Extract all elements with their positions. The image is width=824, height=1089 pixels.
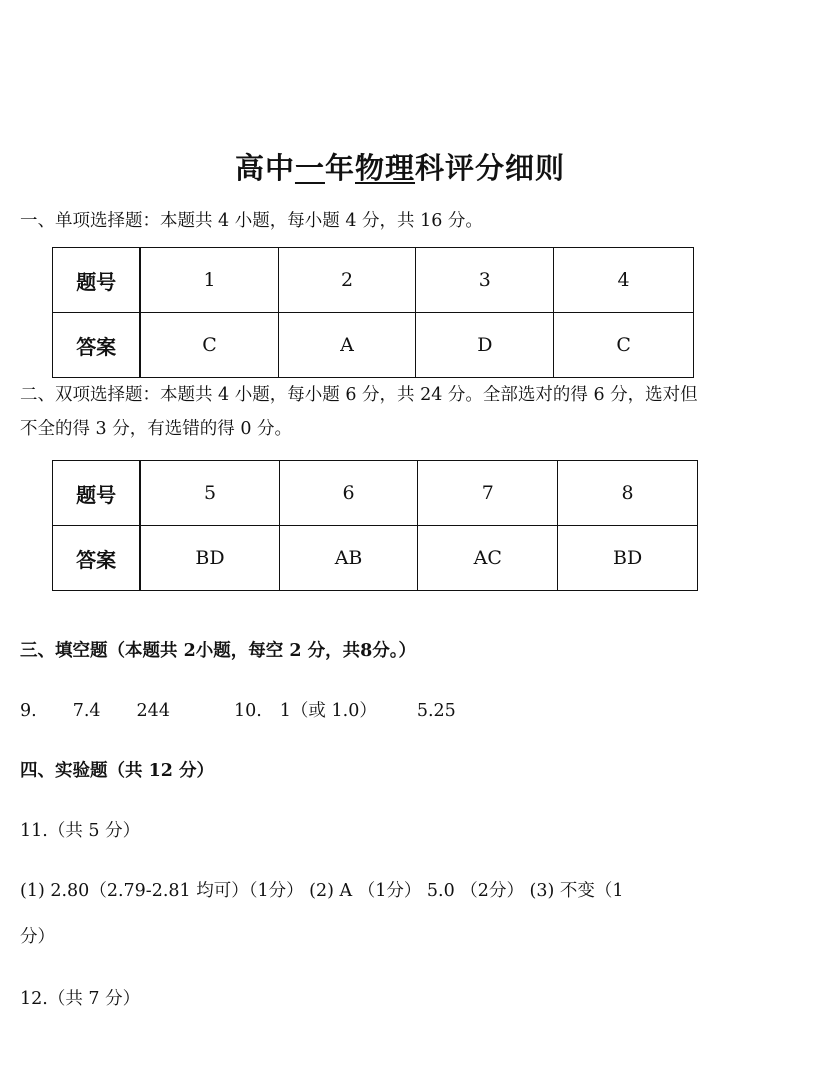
section1-heading: 一、单项选择题：本题共 4 小题，每小题 4 分，共 16 分。 xyxy=(20,211,483,231)
q12-heading: 12.（共 7 分） xyxy=(20,989,141,1009)
q9-answer-2: 244 xyxy=(136,701,170,721)
answer-value: D xyxy=(416,313,554,378)
section2-heading-line1: 二、双项选择题：本题共 4 小题，每小题 6 分，共 24 分。全部选对的得 6 分，选对但 xyxy=(20,385,698,405)
answer-table-2 xyxy=(52,460,698,591)
q9-answer-1: 7.4 xyxy=(72,701,101,721)
title-part: 年 xyxy=(324,151,355,185)
section3-heading: 三、填空题（本题共 2小题，每空 2 分，共8分。） xyxy=(20,641,417,661)
q10-answer-1: 1（或 1.0） xyxy=(279,701,377,721)
table-row xyxy=(53,313,694,378)
answer-value: A xyxy=(278,313,416,378)
question-number: 1 xyxy=(140,248,278,313)
title-underlined-part: 一 xyxy=(294,151,325,185)
answer-value: BD xyxy=(140,526,279,591)
title-part: 科评分细则 xyxy=(415,151,566,185)
answer-value: AC xyxy=(418,526,558,591)
question-number: 7 xyxy=(418,461,558,526)
answer-value: AB xyxy=(279,526,418,591)
answer-value: C xyxy=(140,313,278,378)
question-number: 4 xyxy=(554,248,694,313)
title-underlined-part: 物理 xyxy=(355,151,416,185)
q11-answer-line2: 分） xyxy=(20,927,55,947)
q9-number: 9. xyxy=(20,701,37,721)
q10-answer-2: 5.25 xyxy=(416,701,456,721)
question-number: 6 xyxy=(279,461,418,526)
section2-heading-line2: 不全的得 3 分，有选错的得 0 分。 xyxy=(20,419,293,439)
question-number: 8 xyxy=(558,461,698,526)
answer-value: BD xyxy=(558,526,698,591)
row-label-answer: 答案 xyxy=(53,526,141,591)
page-title xyxy=(0,146,800,187)
question-number: 3 xyxy=(416,248,554,313)
answer-table-1 xyxy=(52,247,694,378)
question-number: 2 xyxy=(278,248,416,313)
question-number: 5 xyxy=(140,461,279,526)
q11-heading: 11.（共 5 分） xyxy=(20,821,141,841)
row-label-question: 题号 xyxy=(53,248,141,313)
row-label-question: 题号 xyxy=(53,461,141,526)
section4-heading: 四、实验题（共 12 分） xyxy=(20,761,215,781)
title-part: 高中 xyxy=(234,151,295,185)
table-row xyxy=(53,461,698,526)
table-row xyxy=(53,248,694,313)
answer-value: C xyxy=(554,313,694,378)
q11-answer-line1: (1) 2.80（2.79-2.81 均可）（1分） (2) A （1分） 5.0 （2分） (3) 不变（1 xyxy=(20,881,624,901)
row-label-answer: 答案 xyxy=(53,313,141,378)
q10-number: 10. xyxy=(233,701,262,721)
fill-in-answers xyxy=(20,697,456,722)
table-row xyxy=(53,526,698,591)
